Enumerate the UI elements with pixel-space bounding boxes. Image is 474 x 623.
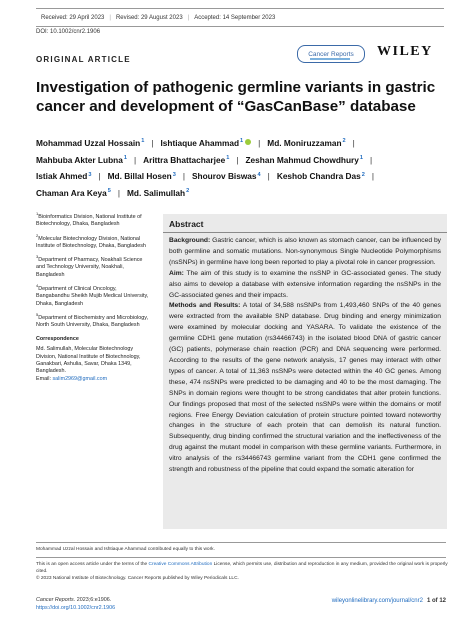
author[interactable]: Md. Moniruzzaman$^2$ [267,137,346,148]
affiliation: $^1$Bioinformatics Division, National Institute of Biotechnology, Dhaka, Bangladesh [36,211,142,228]
author[interactable]: Ishtiaque Ahammad$^1$ [160,138,251,148]
publisher-logo[interactable]: WILEY [377,44,433,59]
journal-site-link[interactable]: wileyonlinelibrary.com/journal/cnr2 [331,598,423,604]
contribution-note: Mohammad Uzzal Hossain and Ishtiaque Ahammad contributed equally to this work. [36,547,215,552]
author-separator: | [370,154,373,165]
affiliation: $^4$Department of Clinical Oncology, Bangabandhu Sheikh Mujib Medical University, Dhaka, Bangladesh [36,283,149,307]
abstract-heading: Abstract [169,219,204,229]
doi-link[interactable]: https://doi.org/10.1002/cnr2.1906 [36,604,116,611]
abstract-methods: Methods and Results: A total of 34,588 nsSNPs from 1,493,460 SNPs of the 40 genes were extracted from the available SNP database. Drug binding and energy minimization were examined by molecular docking and YASARA. To validate the existence of the germline CDH1 gene mutation (rs34466743) in the isolated blood DNA of gastric cancer (GC) patients, polymerase chain reaction (PCR) and DNA sequencing were performed. According to the results of the gene network analysis, 17 genes may interact with other types of cancer. A total of 11,363 nsSNPs were detected within the 40 GC genes. Among these, 474 nsSNPs were predicted to be damaging and 40 to be the most damaging. The SNPs in domain regions were thought to be strong candidates that alter protein functions. Our findings proposed that most of the selected nsSNPs were within the domains or motif regions. Free Energy Deviation calculation of protein structure pointed toward noteworthy changes in the structure of each protein that can demolish its natural function. Subsequently, drug binding confirmed the structural variation and the ineffectiveness of the drug against the mutant model in comparison with these germline variants. Furthermore, in vitro analysis of the rs34466743 germline variant from the CDH1 gene confirmed the strength and robustness of the pipeline that could expand the somatic alteration for [169,302,441,474]
author[interactable]: Md. Salimullah$^2$ [127,188,190,199]
journal-logo-text: Cancer Reports [308,50,354,58]
journal-logo-bar [310,58,350,60]
abstract-background: Background: Gastric cancer, which is also known as stomach cancer, can be influenced by both germline and somatic mutations. Non-synonymous Single Nucleotide Polymorphisms (nsSNPs) in germline have long been reported to play a pivotal role in cancer progression. [169,237,442,266]
correspondence-email[interactable]: salim2969@gmail.com [52,375,108,382]
license-note: This is an open access article under the terms of the Creative Commons Attribution License, which permits use, distribution and reproduction in any medium, provided the original work is properly cited. © 2023 National Institute of Biotechnology. Cancer Reports published by Wiley Periodicals LLC. [36,562,448,581]
correspondence-heading: Correspondence [36,335,79,342]
author-separator: | [182,171,185,182]
author-separator: | [151,137,154,148]
abstract-divider [163,232,447,233]
footnote-divider [36,542,446,543]
affiliations [36,210,150,386]
author[interactable]: Mahbuba Akter Lubna$^1$ [36,154,127,165]
author[interactable]: Shourov Biswas$^4$ [191,171,261,182]
date-separator: | [109,14,111,21]
page-footer [300,598,446,604]
author-separator: | [133,154,137,165]
date-separator: | [187,14,190,21]
received-date: Received: 29 April 2023 [41,14,105,21]
article-type: ORIGINAL ARTICLE [36,55,131,64]
author-separator: | [117,188,120,199]
author[interactable]: Md. Billal Hosen$^3$ [107,171,176,182]
page-number: 1 of 12 [426,598,446,604]
article-dates-bar [36,8,444,27]
affiliation: $^5$Department of Biochemistry and Microbiology, North South University, Dhaka, Bangladesh [36,312,149,329]
author-separator: | [267,171,270,182]
abstract-box [163,214,447,529]
author[interactable]: Arittra Bhattacharjee$^1$ [143,154,230,165]
author-separator: | [98,171,101,182]
correspondence-text: Md. Salimullah, Molecular Biotechnology Division, National Institute of Biotechnology, Ganakbari, Ashulia, Savar, Dhaka 1349, Bangladesh. Email: salim2969@gmail.com [36,346,141,382]
doi-text[interactable]: DOI: 10.1002/cnr2.1906 [36,29,101,35]
journal-logo[interactable] [297,45,365,63]
author[interactable]: Mohammad Uzzal Hossain$^1$ [36,137,145,148]
citation-footer: Cancer Reports. 2023;6:e1906. https://doi.org/10.1002/cnr2.1906 [36,597,116,611]
orcid-icon[interactable] [245,139,251,145]
abstract-body [169,236,441,476]
author-separator: | [236,154,239,165]
accepted-date: Accepted: 14 September 2023 [194,14,276,21]
author[interactable]: Zeshan Mahmud Chowdhury$^1$ [245,154,363,165]
copyright: © 2023 National Institute of Biotechnology. Cancer Reports published by Wiley Periodicals LLC. [36,575,239,581]
author-separator: | [352,137,355,148]
article-title: Investigation of pathogenic germline variants in gastric cancer and development of “GasCanBase” database [36,79,436,115]
affiliation: $^3$Department of Pharmacy, Noakhali Science and Technology University, Noakhali, Bangladesh [36,254,143,278]
author-separator: | [258,137,261,148]
author[interactable]: Istiak Ahmed$^3$ [36,171,92,182]
abstract-aim: Aim: The aim of this study is to examine the nsSNP in GC-associated genes. The study also aims to develop a database with extensive information regarding the nsSNPs in the GC-associated genes and their impacts. [169,269,441,299]
revised-date: Revised: 29 August 2023 [115,14,183,21]
author-list [36,134,456,201]
author-separator: | [371,171,375,182]
license-link[interactable]: Creative Commons Attribution [148,562,213,567]
affiliation: $^2$Molecular Biotechnology Division, National Institute of Biotechnology, Dhaka, Bangladesh [36,232,146,249]
author[interactable]: Chaman Ara Keya$^5$ [36,188,111,199]
author[interactable]: Keshob Chandra Das$^2$ [276,171,365,182]
footnote-divider [36,557,446,558]
